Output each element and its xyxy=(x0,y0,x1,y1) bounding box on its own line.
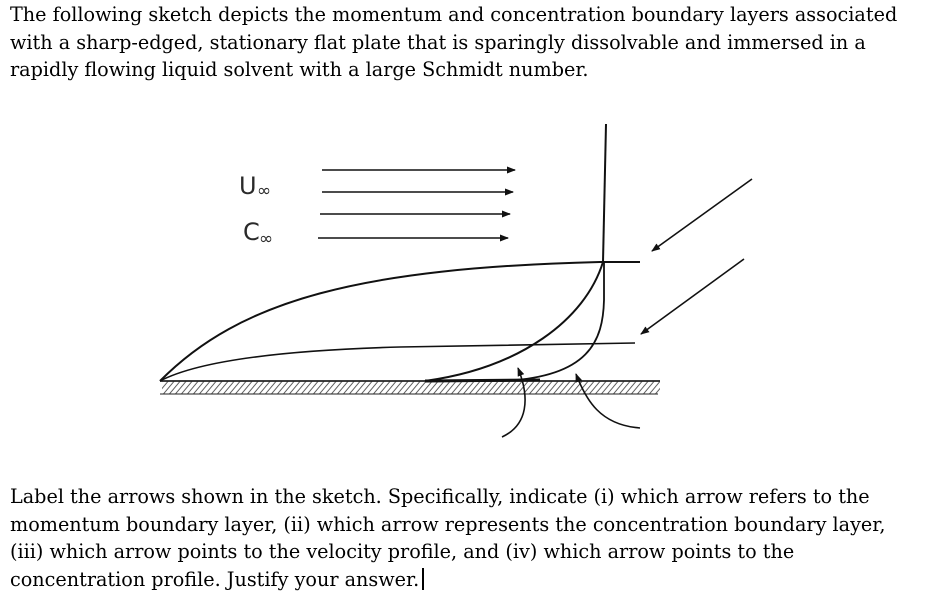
intro-line-3: rapidly flowing liquid solvent with a large Schmidt number. xyxy=(10,58,589,81)
text-cursor xyxy=(422,568,424,590)
profile-station-line xyxy=(603,124,606,262)
question-paragraph xyxy=(10,483,885,593)
question-line-3: (iii) which arrow points to the velocity profile, and (iv) which arrow points to the xyxy=(10,540,795,563)
flat-plate xyxy=(160,381,660,394)
concentration-profile-curve xyxy=(500,262,604,381)
middle-pointer-arrow xyxy=(641,259,744,334)
question-line-4: concentration profile. Justify your answer. xyxy=(10,567,420,591)
lower-pointer-arrow-1 xyxy=(502,368,525,437)
free-stream-arrows xyxy=(318,170,515,238)
question-line-4-wrapper xyxy=(10,566,885,594)
u-subscript: ∞ xyxy=(257,181,272,201)
concentration-boundary-layer-curve xyxy=(160,343,635,381)
c-symbol: C xyxy=(243,218,260,246)
intro-line-2: with a sharp-edged, stationary flat plate that is sparingly dissolvable and immersed in a xyxy=(10,30,866,54)
upper-pointer-arrow xyxy=(652,179,752,251)
c-subscript: ∞ xyxy=(259,229,274,249)
c-infinity-label xyxy=(243,218,273,249)
intro-line-1: The following sketch depicts the momentum and concentration boundary layers associated xyxy=(10,3,898,26)
question-line-1: Label the arrows shown in the sketch. Specifically, indicate (i) which arrow refers to the xyxy=(10,485,870,508)
u-symbol: U xyxy=(239,172,257,200)
intro-paragraph xyxy=(10,1,897,84)
momentum-boundary-layer-curve xyxy=(160,262,640,381)
lower-pointer-arrow-2 xyxy=(576,374,640,428)
wall-segment xyxy=(425,380,540,381)
velocity-profile-curve xyxy=(425,262,603,381)
question-line-2: momentum boundary layer, (ii) which arrow represents the concentration boundary layer, xyxy=(10,512,886,536)
u-infinity-label xyxy=(239,172,271,201)
